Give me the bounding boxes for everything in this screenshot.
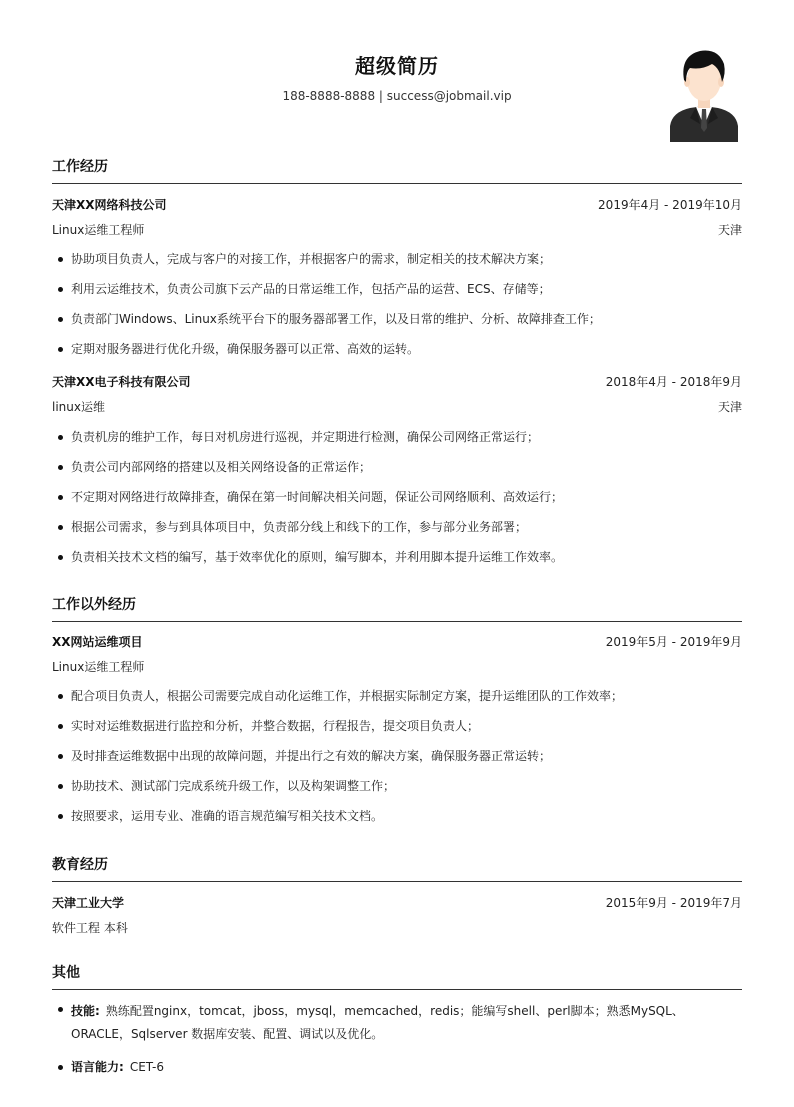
extra-entry-1-bullets xyxy=(52,687,742,825)
section-title-other: 其他 xyxy=(52,965,80,981)
location: 天津 xyxy=(717,222,742,237)
company-name: 天津XX电子科技有限公司 xyxy=(52,374,191,389)
list-item: 及时排查运维数据中出现的故障问题，并提出行之有效的解决方案，确保服务器正常运转； xyxy=(52,747,742,765)
section-divider xyxy=(52,183,742,184)
section-title-extra: 工作以外经历 xyxy=(52,597,136,613)
list-item: 负责公司内部网络的搭建以及相关网络设备的正常运作； xyxy=(52,458,742,476)
list-item: 实时对运维数据进行监控和分析，并整合数据，行程报告，提交项目负责人； xyxy=(52,717,742,735)
list-item-language xyxy=(52,1058,742,1076)
work-entry-1-bullets xyxy=(52,250,742,358)
section-divider xyxy=(52,881,742,882)
work-entry-2-bullets xyxy=(52,428,742,566)
company-name: 天津XX网络科技公司 xyxy=(52,197,167,212)
job-title: Linux运维工程师 xyxy=(52,659,145,674)
extra-entry-1-header xyxy=(52,632,742,650)
job-title: Linux运维工程师 xyxy=(52,222,145,237)
section-title-education: 教育经历 xyxy=(52,857,108,873)
skills-text: 熟练配置nginx，tomcat，jboss，mysql，memcached，redis；能编写shell、perl脚本；熟悉MySQL、ORACLE，Sqlserver 数据库安装、配置、调试以及优化。 xyxy=(71,1004,684,1041)
major-degree: 软件工程 本科 xyxy=(52,920,128,935)
work-entry-1-subheader xyxy=(52,220,742,238)
person-avatar-icon xyxy=(666,46,742,142)
list-item: 定期对服务器进行优化升级，确保服务器可以正常、高效的运转。 xyxy=(52,340,742,358)
resume-name: 超级简历 xyxy=(355,54,439,78)
skills-label: 技能: xyxy=(71,1004,100,1018)
date-range: 2018年4月 - 2018年9月 xyxy=(605,374,742,389)
list-item: 负责机房的维护工作，每日对机房进行巡视，并定期进行检测，确保公司网络正常运行； xyxy=(52,428,742,446)
project-name: XX网站运维项目 xyxy=(52,634,143,649)
list-item: 负责部门Windows、Linux系统平台下的服务器部署工作，以及日常的维护、分析、故障排查工作； xyxy=(52,310,742,328)
other-section-header xyxy=(52,963,742,990)
work-entry-2-header xyxy=(52,372,742,390)
list-item-skills xyxy=(52,1000,742,1046)
extra-section-header xyxy=(52,595,742,622)
list-item: 根据公司需求，参与到具体项目中，负责部分线上和线下的工作，参与部分业务部署； xyxy=(52,518,742,536)
work-section-header xyxy=(52,157,742,184)
education-section-header xyxy=(52,855,742,882)
list-item: 按照要求，运用专业、准确的语言规范编写相关技术文档。 xyxy=(52,807,742,825)
avatar xyxy=(666,46,742,142)
contact-info: 188-8888-8888 | success@jobmail.vip xyxy=(282,89,512,103)
extra-entry-1-subheader xyxy=(52,657,742,675)
list-item: 协助技术、测试部门完成系统升级工作，以及构架调整工作； xyxy=(52,777,742,795)
education-entry-1-detail xyxy=(52,918,742,936)
list-item: 协助项目负责人，完成与客户的对接工作，并根据客户的需求，制定相关的技术解决方案； xyxy=(52,250,742,268)
location: 天津 xyxy=(717,399,742,414)
date-range: 2019年5月 - 2019年9月 xyxy=(605,634,742,649)
education-entry-1-header xyxy=(52,893,742,911)
school-name: 天津工业大学 xyxy=(52,895,125,910)
section-divider xyxy=(52,989,742,990)
work-entry-2-subheader xyxy=(52,397,742,415)
date-range: 2019年4月 - 2019年10月 xyxy=(598,197,742,212)
list-item: 配合项目负责人，根据公司需要完成自动化运维工作，并根据实际制定方案，提升运维团队的工作效率； xyxy=(52,687,742,705)
language-text: CET-6 xyxy=(129,1060,164,1074)
date-range: 2015年9月 - 2019年7月 xyxy=(605,895,742,910)
language-label: 语言能力: xyxy=(71,1060,124,1074)
list-item: 不定期对网络进行故障排查，确保在第一时间解决相关问题，保证公司网络顺利、高效运行； xyxy=(52,488,742,506)
list-item: 利用云运维技术，负责公司旗下云产品的日常运维工作，包括产品的运营、ECS、存储等； xyxy=(52,280,742,298)
list-item: 负责相关技术文档的编写，基于效率优化的原则，编写脚本，并利用脚本提升运维工作效率。 xyxy=(52,548,742,566)
work-entry-1-header xyxy=(52,195,742,213)
section-divider xyxy=(52,621,742,622)
section-title-work: 工作经历 xyxy=(52,159,108,175)
job-title: linux运维 xyxy=(52,399,105,414)
other-items xyxy=(52,1000,742,1076)
